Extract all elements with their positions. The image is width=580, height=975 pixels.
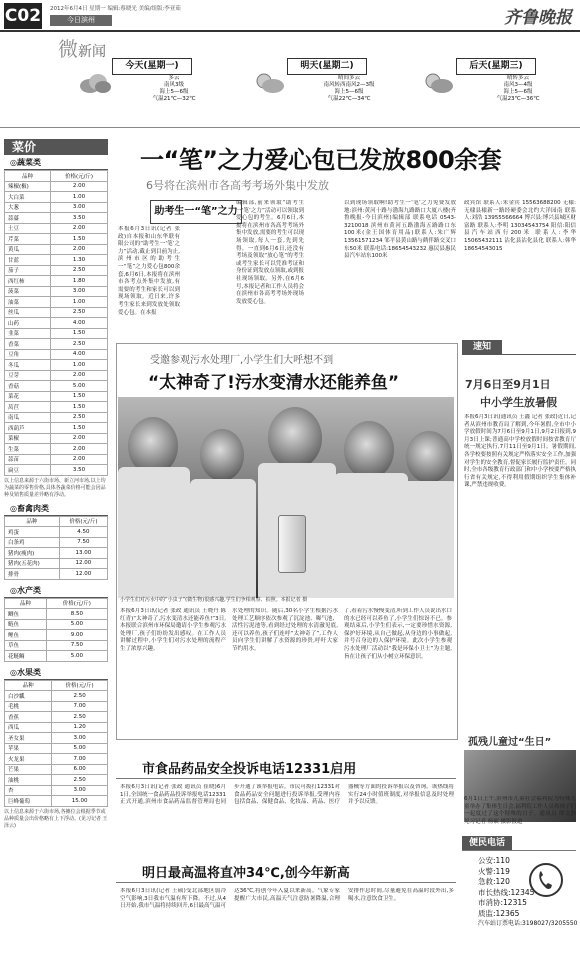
item-price: 1.30 (51, 255, 108, 266)
story1-body-col3: 以到现场领取啊!助考生一‘笔’之力免费发放地:滨州:黄河十路与渤海九路路口大厦八楼(齐鲁晚报-今日滨州)编辑部 联系电话 0543-3210018 滨州市黄河五路渤海五路路口东100米(金王国体育用品)联系人:朱广辉 13561571234 邹平县黄山路与鹤伴路交叉口东50米 联系电话:18654543232 惠民县惠民县汽车站东100米 (344, 200, 456, 260)
table-row (5, 651, 108, 662)
item-price: 4.00 (51, 318, 108, 329)
weather-line: 南风转西南风2—3级 (323, 82, 375, 88)
child-figure (334, 473, 408, 598)
veg-category-title: ◎蔬菜类 (4, 157, 108, 170)
bianmin-tag: 便民电话 (462, 836, 512, 850)
item-name: 南瓜 (5, 412, 51, 423)
item-price: 1.80 (51, 276, 108, 287)
item-name: 扁豆 (5, 465, 51, 476)
item-name: 土豆 (5, 223, 51, 234)
item-name: 西瓜 (5, 722, 52, 733)
item-name: 猪肉(瘦肉) (5, 548, 60, 559)
item-price: 7.00 (52, 701, 108, 712)
feature-body-col1: 本报6月3日讯(记者 张政 通讯员 王晓丹 陈红青)“太神奇了,污水变清水还能养鱼!”3日,本报联合滨州市环保局邀请小学生参观污水处理厂,孩子们纷纷发出感叹。在工作人员讲解过程中,小学生们对污水处理的流程产生了浓厚兴趣。 (120, 608, 226, 652)
item-name: 苹果 (5, 743, 52, 754)
story2-body: 本报6月3日讯(记者 张政 通讯员 崔晓)6月1日,全国统一食品药品投诉举报电话12331正式开通,滨州市食品药品监督管理局也同步开通了该举报电话。市民可拨打12331对食品药品安全问题进行投诉举报,受理内容包括食品、保健食品、化妆品、药品、医疗器械等方面的投诉举报以及咨询。该热线将实行24小时值班制度,对举报信息及时处理并予以反馈。 (120, 784, 454, 806)
item-name: 香蕉 (5, 712, 52, 723)
weather-line: 晴转多云 (506, 75, 529, 81)
weather-line: 海上5—6级 (503, 89, 533, 95)
item-price: 5.00 (46, 651, 107, 662)
item-name: 草鱼 (5, 640, 47, 651)
item-price: 5.00 (46, 619, 107, 630)
story1-body-col1: 本报6月3日讯(记者 张政)自本报和山东华联有限公司的“助考生一‘笔’之力”活动,截止到目前为止,滨州市区的助考生一“笔”之力爱心包800余套,6月6日,本报将在滨州市各考点外集中发放,有需要的考生和家长可以到现场领取。近日来,许多考生家长来到发放处领取爱心包。在本报 (118, 226, 180, 316)
table-row (5, 360, 108, 371)
item-name: 巨峰葡萄 (5, 796, 52, 807)
item-name: 菠菜 (5, 286, 51, 297)
item-name: 菜椒 (5, 433, 51, 444)
table-row (5, 701, 108, 712)
table-row (5, 255, 108, 266)
sidebar-headline-c: 孤残儿童过“生日” (468, 737, 552, 748)
feature-body-col3: 了,看着污水慢慢变清,听到工作人员说出水口的水已经可以养鱼了,小学生们惊讶不已。参观结束后,小学生们表示,一定要珍惜水资源,保护好环境,从自己做起,从身边的小事做起,并号召身边的人保护环境。此次小学生参观污水处理厂活动以“我是环保小卫士”为主题,旨在让孩子们从小树立环保意识。 (344, 608, 452, 660)
item-name: 鸡蛋 (5, 527, 60, 538)
sun-cloud-icon (422, 72, 456, 94)
table-row (5, 412, 108, 423)
table-row (5, 754, 108, 765)
item-name: 大白菜 (5, 192, 51, 203)
item-name: 鲤鱼 (5, 630, 47, 641)
price-table-header: 价格(元/斤) (59, 516, 107, 527)
story3-headline: 明日最高温将直冲34℃,创今年新高 (142, 866, 350, 881)
sidebar-tag: 速知 (462, 340, 502, 354)
sidebar-body-c: 6月1日上午,滨州市儿童社会福利院为特殊儿童举办了集体生日会,福利院工作人员和孩子们一起度过了这个特殊的日子。通讯员 谭文静 见习记者 杨硕 摄影报道 (464, 796, 576, 825)
weather-line: 多云 (168, 75, 180, 81)
meat-category-title: ◎畜禽肉类 (4, 503, 108, 516)
item-name: 香菜 (5, 339, 51, 350)
telephone-icon (528, 862, 564, 898)
phone-entry: 公安:110 (478, 856, 510, 865)
weather-line: 气温23℃—36℃ (496, 96, 540, 102)
table-row (5, 265, 108, 276)
weather-line: 南风3级 (164, 82, 184, 88)
phone-entry: 质监:12365 (478, 908, 520, 918)
table-row (5, 349, 108, 360)
story1-body-col4: 政宾馆 联系人:朱金宾 15563688200 无棣:无棣县棣新一路经硬委会北约大洋园南 联系人:刘浩 13955566664 博兴县:博兴县城区财富路 联系人:李明 13034543754 阳信:阳信县汽车站西行200米 联系人:李华 15065432111 沾化县沾化县化 联系人:韩华 18654543015 (464, 200, 576, 252)
price-table-header: 品种 (5, 171, 51, 182)
child-figure (344, 421, 394, 479)
weather-title: 今天(星期一) (112, 58, 192, 75)
story1-body-col2: 编辑部,前来领取“助考生一‘笔’之力”活动可以领取到爱心包的考生。6月6日,本报将在滨州市各高考考场外集中发放,需要的考生可以现场领取,每人一套,先到先得。一直到6月6日,还没有考场及领取“放心笔”的考生或考生家长可以凭准考证和身份证到发放点领取,或到报社现场领取。另外,在6月6号,本报记者和工作人员将会在滨州市各高考考场外现场发放爱心包。 (236, 200, 304, 305)
item-name: 茄子 (5, 265, 51, 276)
table-row (5, 181, 108, 192)
item-price: 5.00 (51, 381, 108, 392)
section-title-rest: 新闻 (78, 44, 106, 60)
item-price: 2.00 (51, 444, 108, 455)
item-price: 15.00 (52, 796, 108, 807)
story2-headline: 市食品药品安全投诉电话12331启用 (142, 762, 357, 777)
sidebar-body: 本报6月3日讯(通讯员 王鑫 记者 张政)近日,记者从滨州市教育局了解到,今年暑假,全市中小学放假时间为7月6日至9月1日,9月2日报到,9月3日上课;普通高中学校放假时间按省教育厅统一规定执行,7月11日至9月1日。暑假期间,各学校要按照有关规定严格落实安全工作,加强对学生的安全教育,督促家长履行监护责任。同时,全市各级教育行政部门和中小学校要严格执行省有关规定,不得利用假期组织学生集体补课,严禁违规收费。 (464, 414, 576, 489)
table-row (5, 764, 108, 775)
weather-title: 明天(星期二) (287, 58, 367, 75)
table-row (5, 202, 108, 213)
table-row (5, 630, 108, 641)
prices-column (4, 157, 108, 830)
weather-line: 海上5—6级 (159, 89, 189, 95)
phone-entry: 市消协:12315 (478, 898, 527, 907)
item-name: 莴苣 (5, 402, 51, 413)
table-row (5, 381, 108, 392)
table-row (5, 548, 108, 559)
item-name: 毛桃 (5, 701, 52, 712)
item-price: 2.50 (52, 775, 108, 786)
item-name: 豆角 (5, 349, 51, 360)
feature-caption: 小学生们对污水中的“小虫子”(微生物)很感兴趣,学生们争相观察、拍照。本报记者 摄 (120, 597, 308, 603)
item-price: 2.50 (51, 265, 108, 276)
story2-rule (116, 778, 456, 779)
item-price: 7.50 (59, 537, 107, 548)
table-row (5, 712, 108, 723)
item-name: 花鲢鲷 (5, 651, 47, 662)
item-price: 1.50 (51, 402, 108, 413)
price-table-header: 品种 (5, 598, 47, 609)
item-price: 9.00 (46, 630, 107, 641)
table-row (5, 286, 108, 297)
table-row (5, 339, 108, 350)
item-name: 香菇 (5, 381, 51, 392)
item-name: 大葱 (5, 202, 51, 213)
weather-line: 气温21℃—32℃ (152, 96, 196, 102)
story1-badge: 助考生一“笔”之力 (150, 200, 242, 224)
item-price: 1.00 (51, 360, 108, 371)
story1-headline: 一“笔”之力爱心包已发放800余套 (140, 146, 502, 174)
phone-entry: 汽车站订票电话:3198027/3205550 (478, 920, 578, 927)
veg-note: 以上信息来源于六街市场、新立河市场,以上均为蔬菜的零售价格,具体各蔬菜价格可能会因品种及销售质量差异略有浮动。 (4, 477, 106, 498)
table-row (5, 796, 108, 807)
item-price: 12.00 (59, 569, 107, 580)
item-name: 蒜苗 (5, 454, 51, 465)
section-title-big: 微 (58, 37, 78, 61)
table-row (5, 722, 108, 733)
table-row (5, 234, 108, 245)
sun-cloud-icon (253, 72, 287, 94)
table-row (5, 370, 108, 381)
item-price: 1.00 (51, 192, 108, 203)
item-price: 4.00 (51, 349, 108, 360)
table-row (5, 244, 108, 255)
sidebar-headline-a: 7月6日至9月1日 (465, 378, 551, 391)
item-price: 12.00 (59, 558, 107, 569)
table-row (5, 619, 108, 630)
weather-line: 气温22℃—34℃ (327, 96, 371, 102)
sidebar-headline-b: 中小学生放暑假 (480, 396, 557, 409)
table-row (5, 402, 108, 413)
price-table-header: 价格(元/斤) (46, 598, 107, 609)
item-price: 3.00 (51, 286, 108, 297)
page-code: C02 (4, 3, 42, 29)
item-name: 杏 (5, 785, 52, 796)
item-name: 山药 (5, 318, 51, 329)
veg-price-table (4, 170, 108, 476)
item-name: 芹菜 (5, 234, 51, 245)
table-row (5, 297, 108, 308)
item-price: 3.50 (51, 465, 108, 476)
meat-price-table (4, 516, 108, 580)
item-name: 火龙果 (5, 754, 52, 765)
item-price: 2.00 (51, 370, 108, 381)
child-figure (200, 429, 244, 481)
item-price: 1.20 (52, 722, 108, 733)
item-price: 1.50 (51, 423, 108, 434)
item-price: 2.50 (51, 339, 108, 350)
table-row (5, 743, 108, 754)
table-row (5, 558, 108, 569)
fruit-category-title: ◎水果类 (4, 667, 108, 680)
item-price: 2.00 (51, 181, 108, 192)
item-price: 1.50 (51, 328, 108, 339)
table-row (5, 609, 108, 620)
item-name: 辣椒(椒) (5, 181, 51, 192)
item-price: 2.00 (51, 454, 108, 465)
table-row (5, 527, 108, 538)
story3-body: 本报6月3日讯(记者 王硕)受北部地区弱冷空气影响,3日我市气温有所下降。不过,从4日开始,我市气温将持续回升,6日最高气温可达36℃,将创今年入夏以来新高。气象专家提醒广大市民,高温天气注意防暑降温,合理安排作息时间,尽量避免在高温时段外出,多喝水,注意饮食卫生。 (120, 888, 454, 910)
child-figure (190, 479, 256, 598)
item-price: 4.50 (59, 527, 107, 538)
item-price: 1.50 (51, 391, 108, 402)
child-figure (118, 467, 190, 598)
item-name: 芒果 (5, 764, 52, 775)
item-name: 猪肉(五花肉) (5, 558, 60, 569)
weather-line: 海上5—6级 (334, 89, 364, 95)
table-row (5, 307, 108, 318)
item-name: 甘蓝 (5, 255, 51, 266)
item-price: 1.00 (51, 297, 108, 308)
table-row (5, 454, 108, 465)
child-figure (400, 481, 454, 598)
story1-subhead: 6号将在滨州市各高考考场外集中发放 (146, 179, 329, 192)
weather-title: 后天(星期三) (456, 58, 536, 75)
table-row (5, 775, 108, 786)
item-name: 蒜薹 (5, 213, 51, 224)
item-name: 生菜 (5, 444, 51, 455)
item-price: 3.50 (51, 213, 108, 224)
price-table-header: 品种 (5, 680, 52, 691)
table-row (5, 640, 108, 651)
item-price: 7.00 (52, 754, 108, 765)
item-name: 圣女果 (5, 733, 52, 744)
weather-line: 晴间多云 (337, 75, 360, 81)
item-name: 冬瓜 (5, 360, 51, 371)
item-name: 鲫鱼 (5, 609, 47, 620)
table-row (5, 276, 108, 287)
feature-photo (118, 397, 454, 598)
child-figure (406, 431, 452, 483)
table-row (5, 691, 108, 702)
table-row (5, 423, 108, 434)
header-meta: 2012年6月4日 星期一 编辑:蔡晓光 美编/组版:李亚茹 (50, 6, 181, 12)
table-row (5, 223, 108, 234)
weather-line: 南风3—4级 (503, 82, 533, 88)
phone-entry: 急救:120 (478, 877, 510, 886)
item-name: 豆芽 (5, 370, 51, 381)
weather-divider (0, 127, 580, 128)
table-row (5, 391, 108, 402)
newspaper-logo: 齐鲁晚报 (504, 8, 572, 28)
table-row (5, 444, 108, 455)
table-row (5, 433, 108, 444)
item-price: 2.50 (52, 691, 108, 702)
item-price: 13.00 (59, 548, 107, 559)
fruit-note: 以上信息来源于六街市场,各摊位会根据季节或品种质量会出价格略有上下浮动。(见习记者 王泽云) (4, 808, 108, 829)
feature-title: “太神奇了!污水变清水还能养鱼” (148, 373, 400, 393)
item-price: 2.00 (51, 223, 108, 234)
table-row (5, 192, 108, 203)
price-table-header: 价格(元/斤) (51, 171, 108, 182)
item-name: 丝瓜 (5, 307, 51, 318)
price-table-header: 品种 (5, 516, 60, 527)
item-price: 2.50 (51, 307, 108, 318)
item-name: 黄瓜 (5, 244, 51, 255)
table-row (5, 328, 108, 339)
section-tag: 今日滨州 (50, 15, 112, 26)
item-name: 白条鸡 (5, 537, 60, 548)
item-name: 西红柿 (5, 276, 51, 287)
child-figure (268, 407, 322, 469)
item-name: 白沙瓤 (5, 691, 52, 702)
fruit-price-table (4, 680, 108, 807)
aqua-price-table (4, 598, 108, 662)
table-row (5, 733, 108, 744)
table-row (5, 213, 108, 224)
phone-entry: 市长热线:12345 (478, 887, 535, 897)
weather-day-after (422, 58, 567, 126)
item-price: 2.50 (52, 712, 108, 723)
item-name: 西葫芦 (5, 423, 51, 434)
item-name: 菜花 (5, 391, 51, 402)
cloud-icon (78, 72, 112, 94)
item-price: 2.00 (51, 433, 108, 444)
feature-kicker: 受邀参观污水处理厂,小学生们大呼想不到 (150, 355, 334, 366)
item-price: 3.00 (52, 733, 108, 744)
item-price: 5.00 (52, 743, 108, 754)
item-name: 油桃 (5, 775, 52, 786)
item-price: 7.50 (46, 640, 107, 651)
table-row (5, 785, 108, 796)
item-price: 8.50 (46, 609, 107, 620)
item-name: 韭菜 (5, 328, 51, 339)
phone-entry: 火警:119 (478, 866, 510, 876)
item-name: 鲢鱼 (5, 619, 47, 630)
item-price: 1.50 (51, 234, 108, 245)
header-rule (0, 30, 580, 32)
item-price: 2.50 (51, 412, 108, 423)
aqua-category-title: ◎水产类 (4, 585, 108, 598)
item-price: 2.00 (51, 244, 108, 255)
table-row (5, 537, 108, 548)
table-row (5, 569, 108, 580)
weather-tomorrow (253, 58, 398, 126)
prices-header: 菜价 (4, 139, 108, 155)
item-price: 3.00 (51, 202, 108, 213)
feature-body-col2: 水处理的知识。随后,30名小学生根据污水处理工艺顺序依次参观了沉淀池、曝气池、活性污泥池等,看到经过处理的水清澈见底,还可以养鱼,孩子们连呼“太神奇了”,工作人员向学生们讲解了水资源的珍贵,呼吁大家节约用水。 (232, 608, 338, 652)
water-bottle (278, 515, 306, 573)
price-table-header: 价格(元/斤) (52, 680, 108, 691)
item-price: 3.00 (52, 785, 108, 796)
bianmin-rule (462, 850, 576, 851)
story3-rule (116, 882, 456, 883)
table-row (5, 465, 108, 476)
weather-today (78, 58, 223, 126)
item-price: 6.00 (52, 764, 108, 775)
table-row (5, 318, 108, 329)
item-name: 油菜 (5, 297, 51, 308)
item-name: 排骨 (5, 569, 60, 580)
